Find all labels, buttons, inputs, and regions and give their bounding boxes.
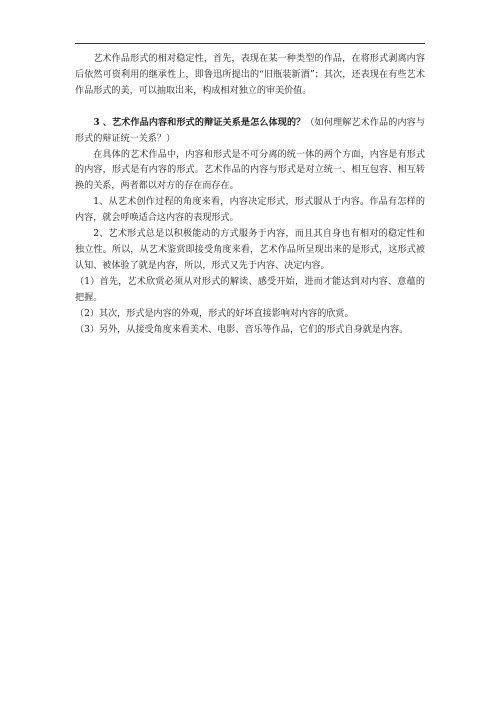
section-heading-title: 3 、艺术作品内容和形式的辩证关系是怎么体现的？ xyxy=(93,116,306,128)
sub-point-one: （1）首先，艺术欣赏必须从对形式的解读、感受开始，进而才能达到对内容、意蕴的把握。 xyxy=(75,276,425,303)
point-one: 1、从艺术创作过程的角度来看，内容决定形式，形式服从于内容。作品有怎样的内容，就会呼唤适合这内容的表现形式。 xyxy=(75,197,425,224)
section-heading-note: （如何理解艺术作品的内容与形式的辩证统一关系？） xyxy=(75,117,425,144)
header-rule xyxy=(75,43,425,44)
document-body xyxy=(75,52,425,338)
sub-point-two: （2）其次，形式是内容的外观，形式的好坏直接影响对内容的欣赏。 xyxy=(75,308,354,319)
sub-point-three: （3）另外，从接受角度来看美术、电影、音乐等作品，它们的形式自身就是内容。 xyxy=(75,324,409,335)
paragraph-form-stability: 艺术作品形式的相对稳定性，首先，表现在某一种类型的作品，在将形式剥离内容后依然可资利用的继承性上，即鲁迅所提出的“旧瓶装新酒”；其次，还表现在有些艺术作品形式的美，可以抽取出来，构成相对独立的审美价值。 xyxy=(75,54,425,96)
point-two: 2、艺术形式总是以积极能动的方式服务于内容，而且其自身也有相对的稳定性和独立性。所以，从艺术鉴赏即接受角度来看，艺术作品所呈现出来的是形式，这形式被认知、被体验了就是内容，所以，形式又先于内容、决定内容。 xyxy=(75,229,425,271)
paragraph-unity: 在具体的艺术作品中，内容和形式是不可分离的统一体的两个方面，内容是有形式的内容，形式是有内容的形式。艺术作品的内容与形式是对立统一、相互包容、相互转换的关系，两者都以对方的存在而存在。 xyxy=(75,149,425,192)
section-heading xyxy=(75,115,425,148)
